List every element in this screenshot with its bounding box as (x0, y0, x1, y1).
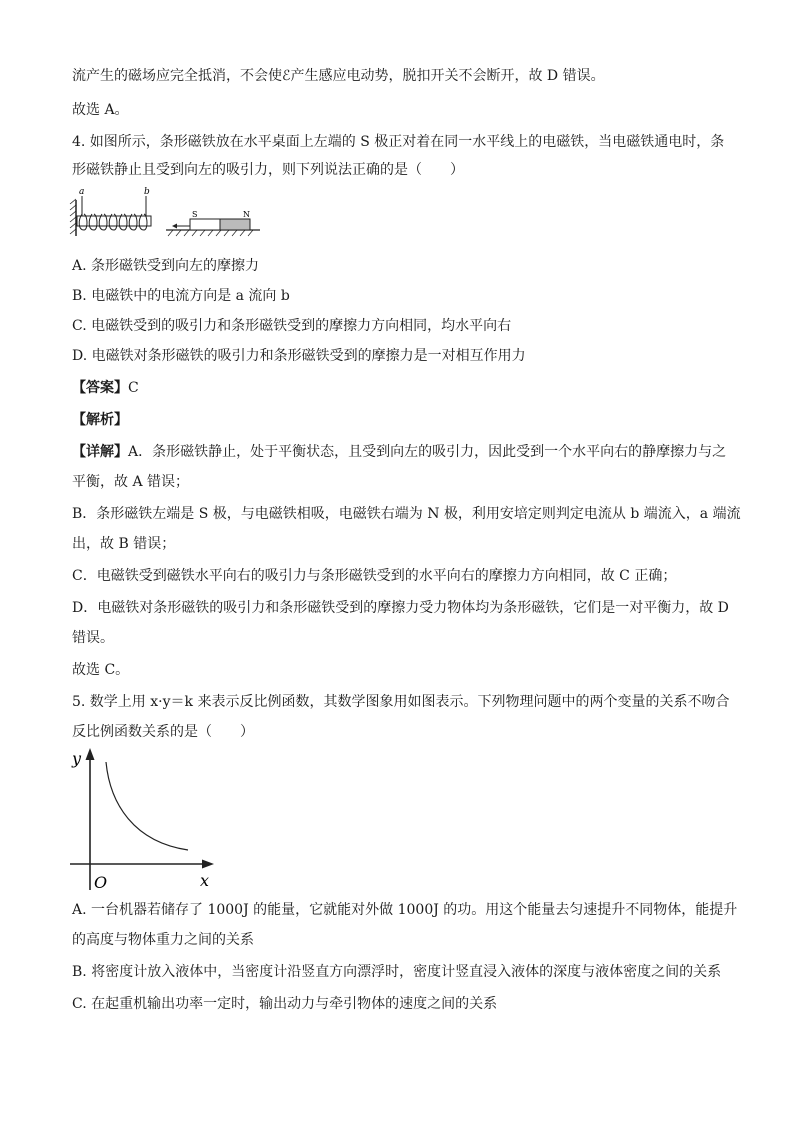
answer-line (72, 378, 732, 398)
detail-line: 出，故 B 错误； (72, 536, 176, 552)
option-c: C. 电磁铁受到的吸引力和条形磁铁受到的摩擦力方向相同，均水平向右 (72, 318, 512, 334)
detail-line: D．电磁铁对条形磁铁的吸引力和条形磁铁受到的摩擦力受力物体均为条形磁铁，它们是一对平衡力，故 D (72, 600, 729, 616)
option-a: A. 条形磁铁受到向左的摩擦力 (72, 258, 260, 274)
text-line: 流产生的磁场应完全抵消，不会使ℰ产生感应电动势，脱扣开关不会断开，故 D 错误。 (72, 68, 605, 84)
text-line: 故选 A。 (72, 102, 129, 118)
option-b: B. 电磁铁中的电流方向是 a 流向 b (72, 288, 290, 304)
detail-text: A．条形磁铁静止，处于平衡状态，且受到向左的吸引力，因此受到一个水平向右的静摩擦力与之 (128, 444, 727, 460)
origin-label: O (94, 873, 108, 892)
analysis-tag-text: 【解析】 (72, 412, 128, 428)
label-s: S (192, 210, 198, 219)
electromagnet-figure (68, 186, 268, 242)
option-d: D. 电磁铁对条形磁铁的吸引力和条形磁铁受到的摩擦力是一对相互作用力 (72, 348, 526, 364)
question-4-stem: 形磁铁静止且受到向左的吸引力，则下列说法正确的是（ ） (72, 162, 464, 178)
analysis-tag (72, 410, 732, 430)
option-b: B. 将密度计放入液体中，当密度计沿竖直方向漂浮时，密度计竖直浸入液体的深度与液体密度之间的关系 (72, 964, 722, 980)
inverse-function-graph (64, 744, 224, 894)
detail-line (72, 442, 732, 462)
question-5-stem: 5. 数学上用 x·y＝k 来表示反比例函数，其数学图象用如图表示。下列物理问题中的两个变量的关系不吻合 (72, 694, 730, 710)
option-a: A. 一台机器若储存了 1000J 的能量，它就能对外做 1000J 的功。用这个能量去匀速提升不同物体，能提升 (72, 902, 738, 918)
detail-tag: 【详解】 (72, 444, 128, 460)
question-5-stem: 反比例函数关系的是（ ） (72, 724, 254, 740)
detail-line: C．电磁铁受到磁铁水平向右的吸引力与条形磁铁受到的水平向右的摩擦力方向相同，故 C 正确； (72, 568, 677, 584)
option-c: C. 在起重机输出功率一定时，输出动力与牵引物体的速度之间的关系 (72, 996, 498, 1012)
label-a: a (79, 187, 85, 197)
axis-label-y: y (72, 749, 82, 768)
label-b: b (144, 187, 150, 197)
detail-line: B．条形磁铁左端是 S 极，与电磁铁相吸，电磁铁右端为 N 极，利用安培定则判定电流从 b 端流入，a 端流 (72, 506, 741, 522)
detail-line: 错误。 (72, 630, 114, 646)
axis-label-x: x (200, 871, 210, 890)
question-4-stem: 4. 如图所示，条形磁铁放在水平桌面上左端的 S 极正对着在同一水平线上的电磁铁，当电磁铁通电时，条 (72, 134, 725, 150)
detail-line: 平衡，故 A 错误； (72, 474, 190, 490)
answer-value: C (128, 380, 139, 396)
label-n: N (243, 210, 250, 219)
option-a-cont: 的高度与物体重力之间的关系 (72, 932, 254, 948)
text-line: 故选 C。 (72, 662, 130, 678)
answer-tag: 【答案】 (72, 380, 128, 396)
